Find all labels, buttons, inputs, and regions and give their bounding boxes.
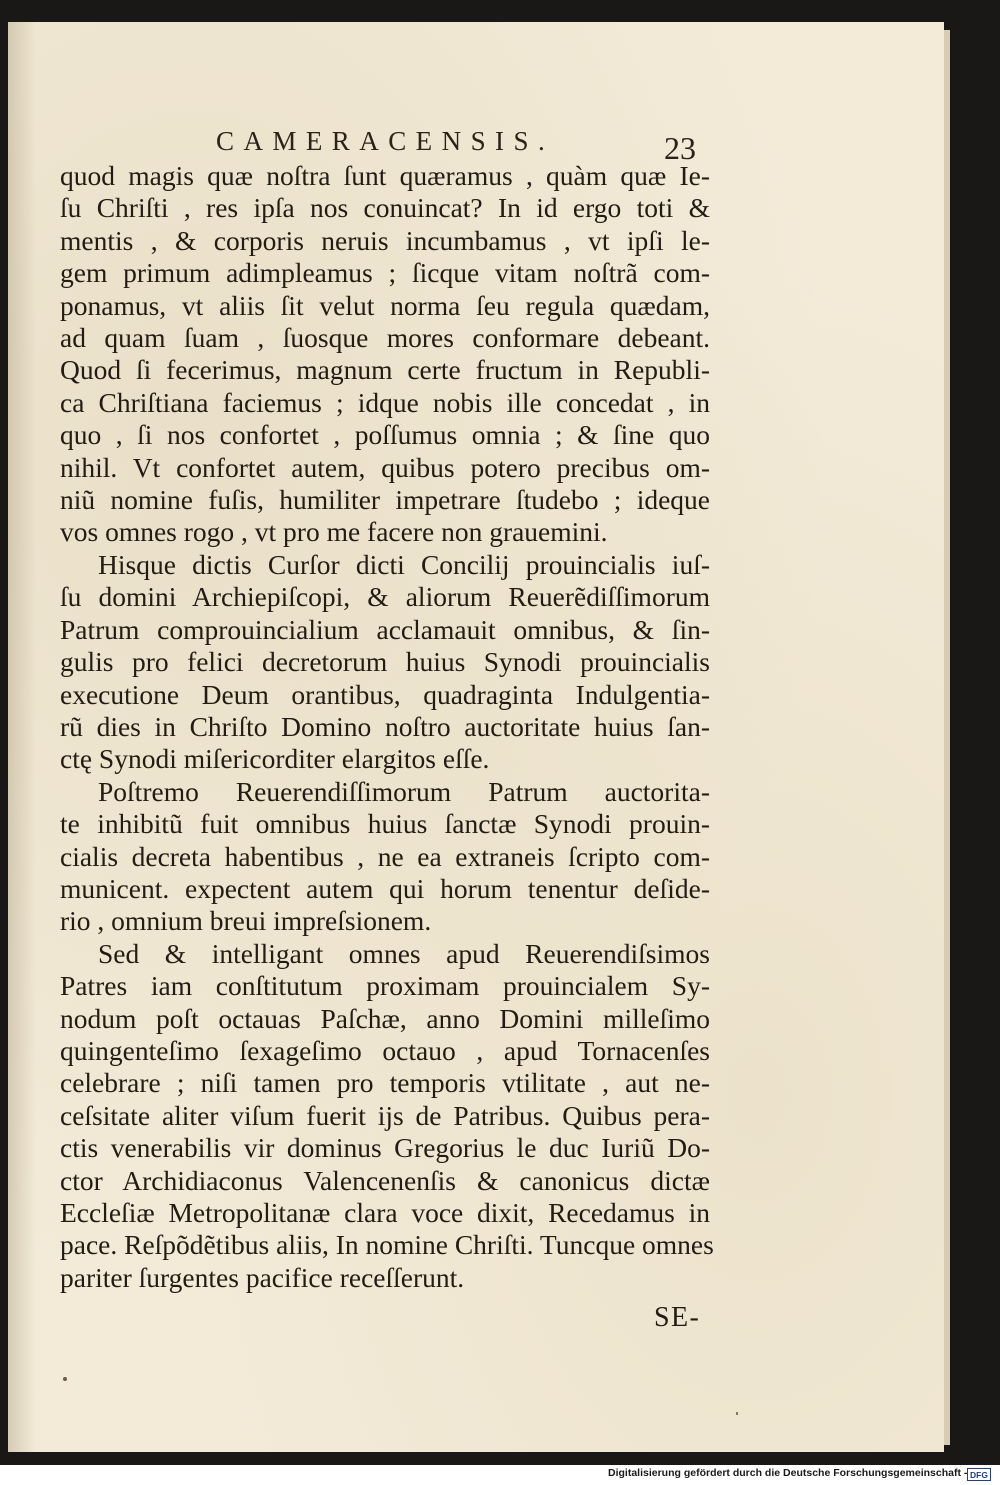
body-text [60, 160, 714, 1294]
text-line: ctor Archidiaconus Valencenenſis & canonicus dictæ [60, 1164, 710, 1196]
text-line: niũ nomine fuſis, humiliter impetrare ſtudebo ; ideque [60, 484, 710, 516]
running-title: CAMERACENSIS. [216, 126, 555, 156]
text-line: ponamus, vt aliis ſit velut norma ſeu regula quædam, [60, 289, 710, 321]
text-line: ad quam ſuam , ſuosque mores conformare debeant. [60, 322, 710, 354]
text-line: Quod ſi fecerimus, magnum certe fructum in Republi- [60, 354, 710, 386]
text-line: gem primum adimpleamus ; ſicque vitam noſtrã com- [60, 257, 710, 289]
dfg-logo-icon: DFG [967, 1468, 991, 1481]
text-line: pace. Reſpõdẽtibus aliis, In nomine Chriſti. Tuncque omnes [60, 1229, 714, 1261]
book-page [8, 22, 944, 1452]
text-line: quo , ſi nos confortet , poſſumus omnia ; & ſine quo [60, 419, 710, 451]
text-line: rio , omnium breui impreſsionem. [60, 905, 432, 937]
text-line: ctis venerabilis vir dominus Gregorius le duc Iuriũ Do- [60, 1132, 710, 1164]
paper-speck [736, 1412, 738, 1415]
text-line: celebrare ; niſi tamen pro temporis vtilitate , aut ne- [60, 1067, 710, 1099]
text-line: Poſtremo Reuerendiſſimorum Patrum auctorita- [98, 775, 710, 807]
page-edge [944, 30, 950, 1445]
page-header [8, 122, 944, 166]
text-line: Patrum comprouincialium acclamauit omnibus, & ſin- [60, 613, 710, 645]
digitization-credit: Digitalisierung gefördert durch die Deutsche Forschungsgemeinschaft - [608, 1467, 968, 1479]
text-line: quingenteſimo ſexageſimo octauo , apud Tornacenſes [60, 1034, 710, 1066]
text-line: Patres iam conſtitutum proximam prouincialem Sy- [60, 970, 710, 1002]
text-line: nihil. Vt confortet autem, quibus potero precibus om- [60, 451, 710, 483]
text-line: nodum poſt octauas Paſchæ, anno Domini milleſimo [60, 1002, 710, 1034]
text-line: Hisque dictis Curſor dicti Concilij prouincialis iuſ- [98, 548, 710, 580]
text-line: pariter ſurgentes pacifice receſſerunt. [60, 1261, 465, 1293]
text-line: ctę Synodi miſericorditer elargitos eſſe. [60, 743, 490, 775]
paper-speck [63, 1377, 67, 1381]
text-line: cialis decreta habentibus , ne ea extraneis ſcripto com- [60, 840, 710, 872]
text-line: gulis pro felici decretorum huius Synodi prouincialis [60, 646, 710, 678]
page-number: 23 [664, 130, 696, 166]
text-line: te inhibitũ fuit omnibus huius ſanctæ Synodi prouin- [60, 808, 710, 840]
catchword: SE- [654, 1302, 701, 1333]
text-line: Eccleſiæ Metropolitanæ clara voce dixit, Recedamus in [60, 1197, 710, 1228]
text-line: ca Chriſtiana faciemus ; idque nobis ille concedat , in [60, 386, 710, 418]
text-line: ſu domini Archiepiſcopi, & aliorum Reuerẽdiſſimorum [60, 581, 710, 613]
text-line: municent. expectent autem qui horum tenentur deſide- [60, 872, 710, 904]
text-line: mentis , & corporis neruis incumbamus , vt ipſi le- [60, 224, 710, 256]
text-line: ceſsitate aliter viſum fuerit ijs de Patribus. Quibus pera- [60, 1099, 710, 1131]
text-line: quod magis quæ noſtra ſunt quæramus , quàm quæ Ie- [60, 160, 710, 191]
text-line: Sed & intelligant omnes apud Reuerendiſsimos [98, 937, 710, 969]
text-line: ſu Chriſti , res ipſa nos conuincat? In id ergo toti & [60, 192, 710, 224]
text-line: vos omnes rogo , vt pro me facere non grauemini. [60, 516, 608, 548]
text-line: executione Deum orantibus, quadraginta Indulgentia- [60, 678, 710, 710]
text-line: rũ dies in Chriſto Domino noſtro auctoritate huius ſan- [60, 710, 710, 742]
